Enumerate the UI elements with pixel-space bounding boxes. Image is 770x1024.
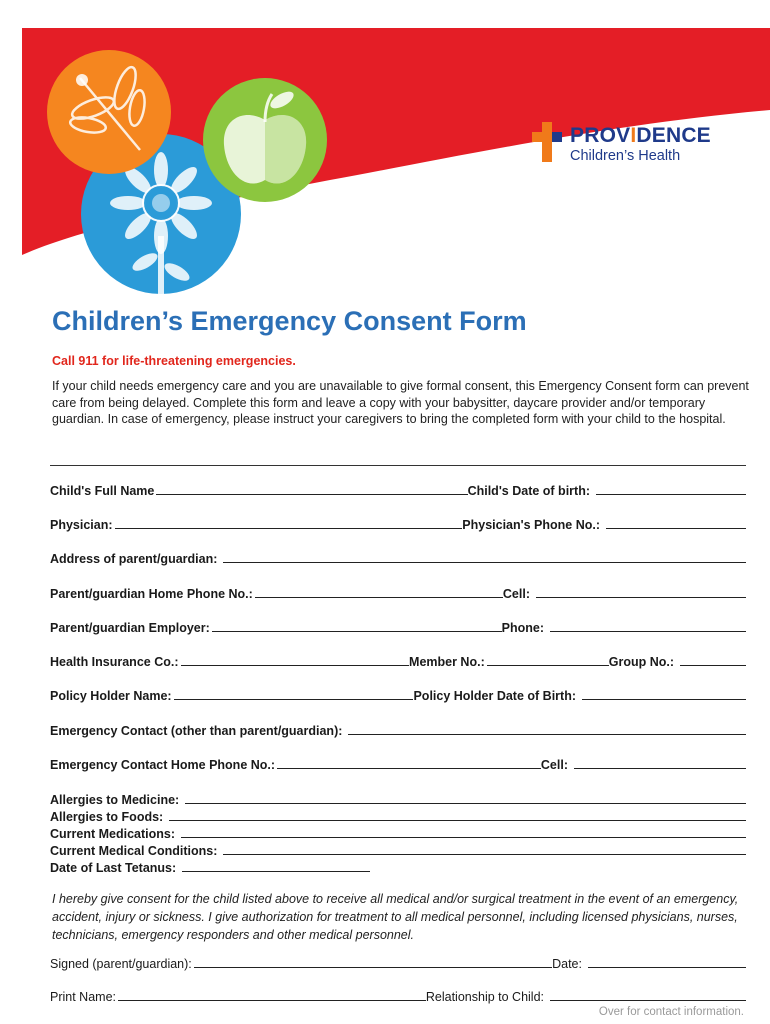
policy-dob-field[interactable]: [582, 699, 746, 700]
emergency-phone-label: Emergency Contact Home Phone No.:: [50, 758, 276, 772]
row-last-tetanus: [50, 857, 746, 875]
group-no-field[interactable]: [680, 665, 746, 666]
relationship-field[interactable]: [550, 1000, 746, 1001]
home-phone-label: Parent/guardian Home Phone No.:: [50, 587, 253, 601]
employer-field[interactable]: [212, 631, 502, 632]
page-title: Children’s Emergency Consent Form: [52, 306, 527, 336]
row-policy: [50, 685, 746, 703]
current-medications-label: Current Medications:: [50, 827, 176, 841]
policy-holder-field[interactable]: [174, 699, 414, 700]
address-field[interactable]: [223, 562, 746, 563]
row-emergency-phone: [50, 754, 746, 772]
providence-logo: [532, 118, 732, 168]
row-address: [50, 548, 746, 566]
apple-icon: [203, 78, 327, 202]
cell-label: Cell:: [502, 587, 530, 601]
physician-phone-field[interactable]: [606, 528, 746, 529]
emergency-contact-field[interactable]: [348, 734, 746, 735]
row-insurance: [50, 651, 746, 669]
employer-phone-label: Phone:: [501, 621, 544, 635]
row-current-medications: [50, 823, 746, 841]
signature-label: Signed (parent/guardian):: [50, 957, 192, 971]
row-signature: [50, 953, 746, 971]
child-name-label: Child's Full Name: [50, 484, 155, 498]
allergies-medicine-label: Allergies to Medicine:: [50, 793, 180, 807]
physician-field[interactable]: [115, 528, 463, 529]
group-no-label: Group No.:: [608, 655, 674, 669]
physician-label: Physician:: [50, 518, 113, 532]
medical-conditions-field[interactable]: [223, 854, 746, 855]
child-dob-label: Child's Date of birth:: [467, 484, 590, 498]
insurance-field[interactable]: [181, 665, 410, 666]
row-emergency-contact: [50, 720, 746, 738]
print-name-field[interactable]: [118, 1000, 426, 1001]
allergies-foods-label: Allergies to Foods:: [50, 810, 164, 824]
employer-label: Parent/guardian Employer:: [50, 621, 210, 635]
policy-dob-label: Policy Holder Date of Birth:: [413, 689, 576, 703]
row-allergies-foods: [50, 806, 746, 824]
emergency-phone-field[interactable]: [277, 768, 541, 769]
row-child: [50, 480, 746, 498]
row-physician: [50, 514, 746, 532]
cell-field[interactable]: [536, 597, 746, 598]
row-home-phone: [50, 583, 746, 601]
row-allergies-medicine: [50, 789, 746, 807]
signature-date-field[interactable]: [588, 967, 746, 968]
row-medical-conditions: [50, 840, 746, 858]
signature-field[interactable]: [194, 967, 552, 968]
relationship-label: Relationship to Child:: [425, 990, 544, 1004]
brand-name: PROVIDENCE: [570, 124, 711, 147]
print-name-label: Print Name:: [50, 990, 116, 1004]
policy-holder-label: Policy Holder Name:: [50, 689, 172, 703]
home-phone-field[interactable]: [255, 597, 503, 598]
emergency-alert: Call 911 for life-threatening emergencies.: [52, 354, 296, 368]
member-no-field[interactable]: [487, 665, 609, 666]
current-medications-field[interactable]: [181, 837, 746, 838]
child-dob-field[interactable]: [596, 494, 746, 495]
medical-conditions-label: Current Medical Conditions:: [50, 844, 218, 858]
employer-phone-field[interactable]: [550, 631, 746, 632]
divider: [50, 465, 746, 466]
row-print-name: [50, 986, 746, 1004]
footer-note: Over for contact information.: [598, 1006, 744, 1018]
allergies-foods-field[interactable]: [169, 820, 746, 821]
dragonfly-icon: [47, 50, 171, 174]
address-label: Address of parent/guardian:: [50, 552, 218, 566]
last-tetanus-label: Date of Last Tetanus:: [50, 861, 177, 875]
member-no-label: Member No.:: [409, 655, 485, 669]
intro-paragraph: If your child needs emergency care and you are unavailable to give formal consent, this Emergency Consent form can prevent care from being delayed. Complete this form and leave a copy with your babysitter, daycare provider and/or temporary guardian. In case of emergency, please instruct your caregivers to bring the completed form with your child to the hospital.: [52, 379, 749, 426]
insurance-label: Health Insurance Co.:: [50, 655, 179, 669]
emergency-contact-label: Emergency Contact (other than parent/guardian):: [50, 724, 343, 738]
consent-statement: I hereby give consent for the child listed above to receive all medical and/or surgical treatment in the event of an emergency, accident, injury or sickness. I give authorization for treatment to all medical personnel, including licensed physicians, nurses, technicians, emergency responders and other medical personnel.: [52, 892, 739, 942]
allergies-medicine-field[interactable]: [185, 803, 746, 804]
cross-icon: [532, 122, 562, 162]
physician-phone-label: Physician's Phone No.:: [462, 518, 600, 532]
child-name-field[interactable]: [156, 494, 467, 495]
emergency-cell-label: Cell:: [540, 758, 568, 772]
last-tetanus-field[interactable]: [182, 871, 370, 872]
emergency-cell-field[interactable]: [574, 768, 746, 769]
signature-date-label: Date:: [552, 957, 582, 971]
row-employer: [50, 617, 746, 635]
brand-subtitle: Children’s Health: [570, 148, 681, 164]
